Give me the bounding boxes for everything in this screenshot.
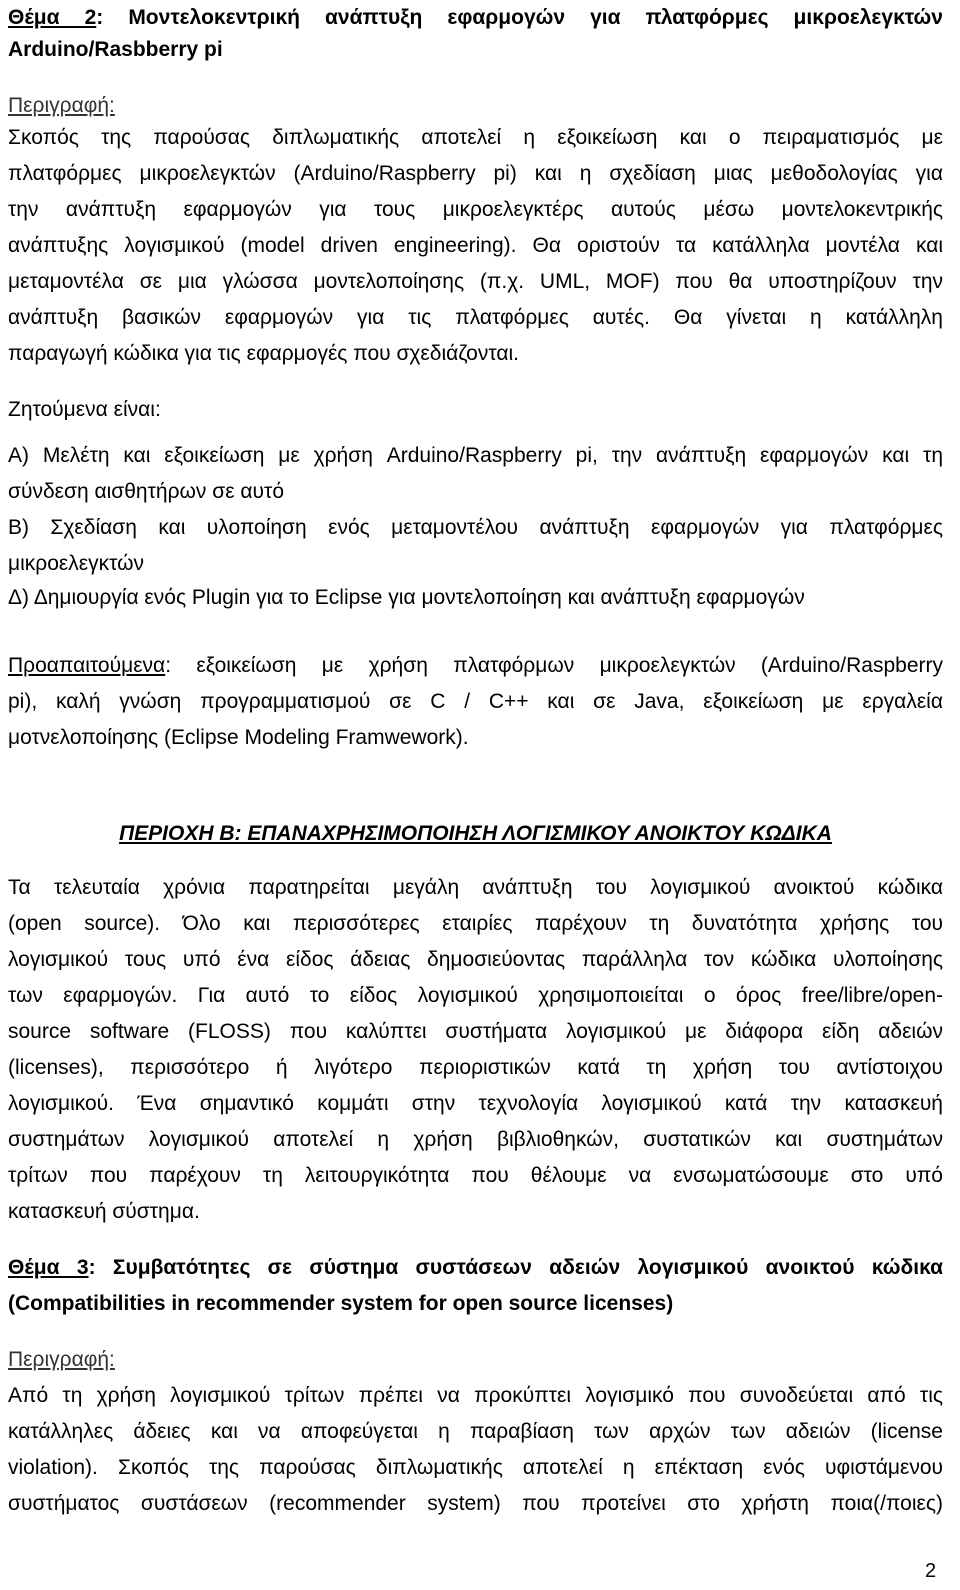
area-b-line-1: Τα τελευταία χρόνια παρατηρείται μεγάλη ανάπτυξη του λογισμικού ανοικτού κώδικα [8,876,943,899]
theme2-desc-line-3: την ανάπτυξη εφαρμογών για τους μικροελεγκτέρς αυτούς μέσω μοντελοκεντρικής [8,198,943,221]
theme2-prereq-line-2: pi), καλή γνώση προγραμματισμού σε C / C++ και σε Java, εξοικείωση με εργαλεία [8,690,943,713]
theme2-desc-line-5: μεταμοντέλα σε μια γλώσσα μοντελοποίησης (π.χ. UML, MOF) που θα υποστηρίζουν την [8,270,943,293]
theme3-title-line2: (Compatibilities in recommender system for open source licenses) [8,1292,674,1315]
theme2-title-line1: Μοντελοκεντρική ανάπτυξη εφαρμογών για πλατφόρμες μικροελεγκτών [128,6,943,29]
theme3-desc-line-4: συστήματος συστάσεων (recommender system) που προτείνει στο χρήστη ποια(/ποιες) [8,1492,943,1515]
area-b-line-10: κατασκευή σύστημα. [8,1200,200,1223]
area-b-line-9: τρίτων που παρέχουν τη λειτουργικότητα που θέλουμε να ενσωματώσουμε στο υπό [8,1164,943,1187]
area-b-line-6: (licenses), περισσότερο ή λιγότερο περιοριστικών κατά τη χρήση του αντίστοιχου [8,1056,943,1079]
theme3-description-label: Περιγραφή: [8,1348,115,1371]
theme3-colon: : [88,1256,96,1279]
theme2-desc-line-4: ανάπτυξης λογισμικού (model driven engineering). Θα οριστούν τα κατάλληλα μοντέλα και [8,234,943,257]
theme3-title-line1: Συμβατότητες σε σύστημα συστάσεων αδειών λογισμικού ανοικτού κώδικα [112,1256,943,1279]
area-b-line-5: source software (FLOSS) που καλύπτει συστήματα λογισμικού με διάφορα είδη αδειών [8,1020,943,1043]
theme2-req-line-1: Α) Μελέτη και εξοικείωση με χρήση Arduino/Raspberry pi, την ανάπτυξη εφαρμογών και τη [8,444,943,467]
area-b-line-2: (open source). Όλο και περισσότερες εταιρίες παρέχουν τη δυνατότητα χρήσης του [8,912,943,935]
area-b-line-8: συστημάτων λογισμικού αποτελεί η χρήση βιβλιοθηκών, συστατικών και συστημάτων [8,1128,943,1151]
theme2-desc-line-7: παραγωγή κώδικα για τις εφαρμογές που σχεδιάζονται. [8,342,519,365]
page-number: 2 [925,1560,937,1582]
theme2-prereq-label: Προαπαιτούμενα [8,654,166,677]
area-b-line-3: λογισμικού τους υπό ένα είδος άδειας δημοσιεύοντας παράλληλα τον κώδικα υλοποίησης [8,948,943,971]
theme2-description-label: Περιγραφή: [8,94,115,117]
theme3-desc-line-1: Από τη χρήση λογισμικού τρίτων πρέπει να προκύπτει λογισμικό που συνοδεύεται από τις [8,1384,943,1407]
theme2-requirements-label: Ζητούμενα είναι: [8,398,161,421]
theme2-req-line-2: σύνδεση αισθητήρων σε αυτό [8,480,285,503]
theme2-desc-line-1: Σκοπός της παρούσας διπλωματικής αποτελεί η εξοικείωση και ο πειραματισμός με [8,126,943,149]
area-b-line-7: λογισμικού. Ένα σημαντικό κομμάτι στην τεχνολογία λογισμικού κατά την κατασκευή [8,1092,943,1115]
theme2-req-line-5: Δ) Δημιουργία ενός Plugin για το Eclipse για μοντελοποίηση και ανάπτυξη εφαρμογών [8,586,805,609]
area-b-title: ΠΕΡΙΟΧΗ Β: ΕΠΑΝΑΧΡΗΣΙΜΟΠΟΙΗΣΗ ΛΟΓΙΣΜΙΚΟΥ ΑΝΟΙΚΤΟΥ ΚΩΔΙΚΑ [119,822,832,845]
theme3-label: Θέμα 3 [8,1256,89,1279]
theme2-req-line-4: μικροελεγκτών [8,552,145,575]
theme2-desc-line-2: πλατφόρμες μικροελεγκτών (Arduino/Raspberry pi) και η σχεδίαση μιας μεθοδολογίας για [8,162,943,185]
theme2-desc-line-6: ανάπτυξη βασικών εφαρμογών για τις πλατφόρμες αυτές. Θα γίνεται η κατάλληλη [8,306,943,329]
theme2-prereq-line-1 [8,652,943,680]
theme2-prereq-text-1: : εξοικείωση με χρήση πλατφόρμων μικροελεγκτών (Arduino/Raspberry [165,654,943,677]
theme2-heading [8,4,943,32]
theme3-desc-line-3: violation). Σκοπός της παρούσας διπλωματικής αποτελεί η επέκταση ενός υφιστάμενου [8,1456,943,1479]
theme2-colon: : [96,6,104,29]
theme2-label: Θέμα 2 [8,6,97,29]
theme3-heading [8,1254,943,1282]
theme2-req-line-3: Β) Σχεδίαση και υλοποίηση ενός μεταμοντέλου ανάπτυξη εφαρμογών για πλατφόρμες [8,516,943,539]
theme3-desc-line-2: κατάλληλες άδειες και να αποφεύγεται η παραβίαση των αρχών των αδειών (license [8,1420,943,1443]
theme2-title-line2: Arduino/Rasbberry pi [8,38,223,61]
theme2-prereq-line-3: μοτνελοποίησης (Eclipse Modeling Framwework). [8,726,469,749]
area-b-line-4: των εφαρμογών. Για αυτό το είδος λογισμικού χρησιμοποιείται ο όρος free/libre/open- [8,984,943,1007]
